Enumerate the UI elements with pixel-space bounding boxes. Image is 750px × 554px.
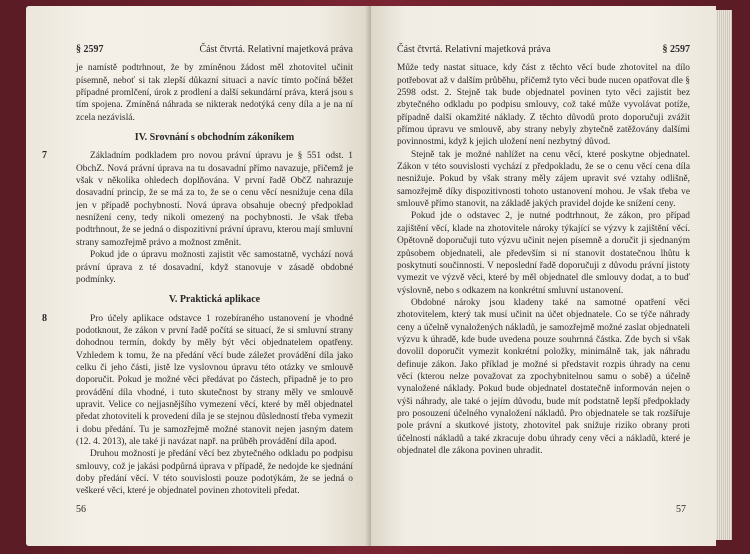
margin-number-8: 8 <box>42 312 47 324</box>
paragraph-iv-1: Základním podkladem pro novou právní úpravu je § 551 odst. 1 ObchZ. Nová právní úprava na tu dosavadní přímo navazuje, přičemž je však v několika ohledech doplňována. V první řadě ObčZ nahrazuje dosavadní princip, že se má za to, že se o cenu věcí nesnižuje cena díla jen v případě pochybností. Nová úprava obsahuje obecný předpoklad nesnížení ceny, tedy nikoli omezený na pochybnosti. Je však třeba podtrhnout, že se jedná o dispozitivní právní úpravu, kterou mají smluvní strany samozřejmě právo a možnost změnit. <box>76 151 353 248</box>
left-header-section: § 2597 <box>76 44 104 55</box>
page-edges <box>716 10 732 540</box>
right-paragraph-2: Stejně tak je možné nahlížet na cenu věcí, které poskytne objednatel. Zákon v této souvislosti vychází z předpokladu, že se o cenu věcí cena díla nesnižuje. Pokud by však strany měly zájem upravit své vztahy odlišně, samozřejmě díky dispozitivnosti tohoto ustanovení mohou. Je však třeba ve smlouvě přímo stanovit, na základě jakých pravidel dojde ke snížení ceny. <box>397 149 690 210</box>
right-paragraph-3: Pokud jde o odstavec 2, je nutné podtrhnout, že zákon, pro případ zajištění věcí, klade na zhotovitele nároky týkající se výzvy k zajištění věcí. Opětovně doporučuji tuto výzvu učinit nejen písemně a doručit ji sjednaným způsobem objednateli, ale především si ní stanovit dostatečnou lhůtu k poskytnutí součinnosti. V neposlední řadě doporučuji z důvodu právní jistoty vymezit ve výzvě věci, které by měl objednatel dle smlouvy dodat, a to buď výslovně, nebo s odkazem na konkrétní smluvní ustanovení. <box>397 211 690 296</box>
left-header-title: Část čtvrtá. Relativní majetková práva <box>199 44 353 55</box>
paragraph-iv-2: Pokud jde o úpravu možnosti zajistit věc samostatně, vychází nová právní úprava z té dosavadní, když stanovuje v zásadě obdobné podmínky. <box>76 250 353 285</box>
left-paragraph-1: je namístě podtrhnout, že by zmíněnou žádost měl zhotovitel učinit písemně, neboť si tak zlepší důkazní situaci a navíc tímto počíná běžet případné promlčení, úrok z prodlení a další sekundární práva, která jsou s tím spojena. Zmíněná náhrada se nikterak nedotýká ceny díla a je na ní zcela nezávislá. <box>76 63 353 123</box>
margin-number-7: 7 <box>42 150 47 162</box>
right-paragraph-4: Obdobné nároky jsou kladeny také na samotné opatření věci zhotovitelem, který tak musí učinit na účet objednatele. Co se týče náhrady ceny a účelně vynaložených nákladů, je samozřejmě možné zaslat objednateli výzvu k úhradě, kde bude uvedena pouze souhrnná částka. Zde bych si však dovolil doporučit vymezit konkrétní položky, minimálně tak, jak náhradu definuje zákon. Jako příklad je možné si představit rozpis úhrady na cenu věcí (kterou nelze považovat za zpochybnitelnou samu o sobě) a účelně vynaložené náklady. Pokud bude objednatel dostatečně informován nejen o výši náhrady, ale také o jejím důvodu, bude mít podstatně lepší předpoklady pro posouzení účelného vynaložení nákladů. Pro objednatele se tak rozšiřuje pole právní a skutkové jistoty, zhotovitel pak snižuje riziko obrany proti účelnosti nákladů a také zkracuje dobu úhrady ceny věci a nákladů, které je objednatel dle zákona povinen uhradit. <box>397 297 690 456</box>
right-header-section: § 2597 <box>662 44 690 55</box>
heading-iv: IV. Srovnání s obchodním zákoníkem <box>134 132 295 144</box>
right-paragraph-1: Může tedy nastat situace, kdy část z těchto věcí bude zhotovitel na dílo potřebovat až v dalším průběhu, přičemž tyto věci bude nucen opatřovat dle § 2598 odst. 2. Stejně tak bude objednatel povinen tyto věci zajistit bez zbytečného odkladu po podpisu smlouvy, což také může vyvolávat potíže, případně další okamžité náklady. Z těchto důvodů proto doporučuji zvážit přímou úpravu ve smlouvě, aby strany nebyly zbytečně zatěžovány dalšími povinnostmi, když k jejich uložení není nezbytný důvod. <box>397 63 690 148</box>
paragraph-v-1: Pro účely aplikace odstavce 1 rozebíraného ustanovení je vhodné podotknout, že zákon v první řadě počítá se situací, že si smluvní strany dohodnou termín, dokdy by měly být věci objednatelem opatřeny. Vzhledem k tomu, že na předání věcí bude záležet provádění díla jako celku či jeho části, jistě lze vyslovnou úpravu této otázky ve smlouvě doporučit. Pokud je možné věci předávat po částech, připadně je to pro provádění díla vhodné, i tuto skutečnost by strany měly ve smlouvě upravit. Velice co nejjasnějšího vymezení věcí, které by měl objednatel předat zhotoviteli k provedení díla je se stejnou důsledností třeba vymezit i dobu předání. Tu je samozřejmě možné stanovit nejen jasným datem (12. 4. 2013), ale také ji navázat např. na průběh provádění díla apod. <box>76 313 353 447</box>
left-page-number: 56 <box>76 503 86 515</box>
block-8 <box>42 312 353 449</box>
heading-v: V. Praktická aplikace <box>168 294 261 306</box>
right-page-header <box>397 44 690 56</box>
right-header-title: Část čtvrtá. Relativní majetková práva <box>397 44 551 55</box>
paragraph-v-2: Druhou možností je předání věcí bez zbytečného odkladu po podpisu smlouvy, což je jakási podpůrná úprava v případě, že nedojde ke sjednání doby předání věcí. V této souvislosti pouze podotýkám, že se jedná o veškeré věci, které je objednatel povinen zhotoviteli předat. <box>76 449 353 497</box>
block-7 <box>42 150 353 249</box>
right-page-number: 57 <box>676 503 686 515</box>
left-page-header <box>76 44 353 56</box>
right-page <box>371 6 716 546</box>
left-page <box>26 6 371 546</box>
